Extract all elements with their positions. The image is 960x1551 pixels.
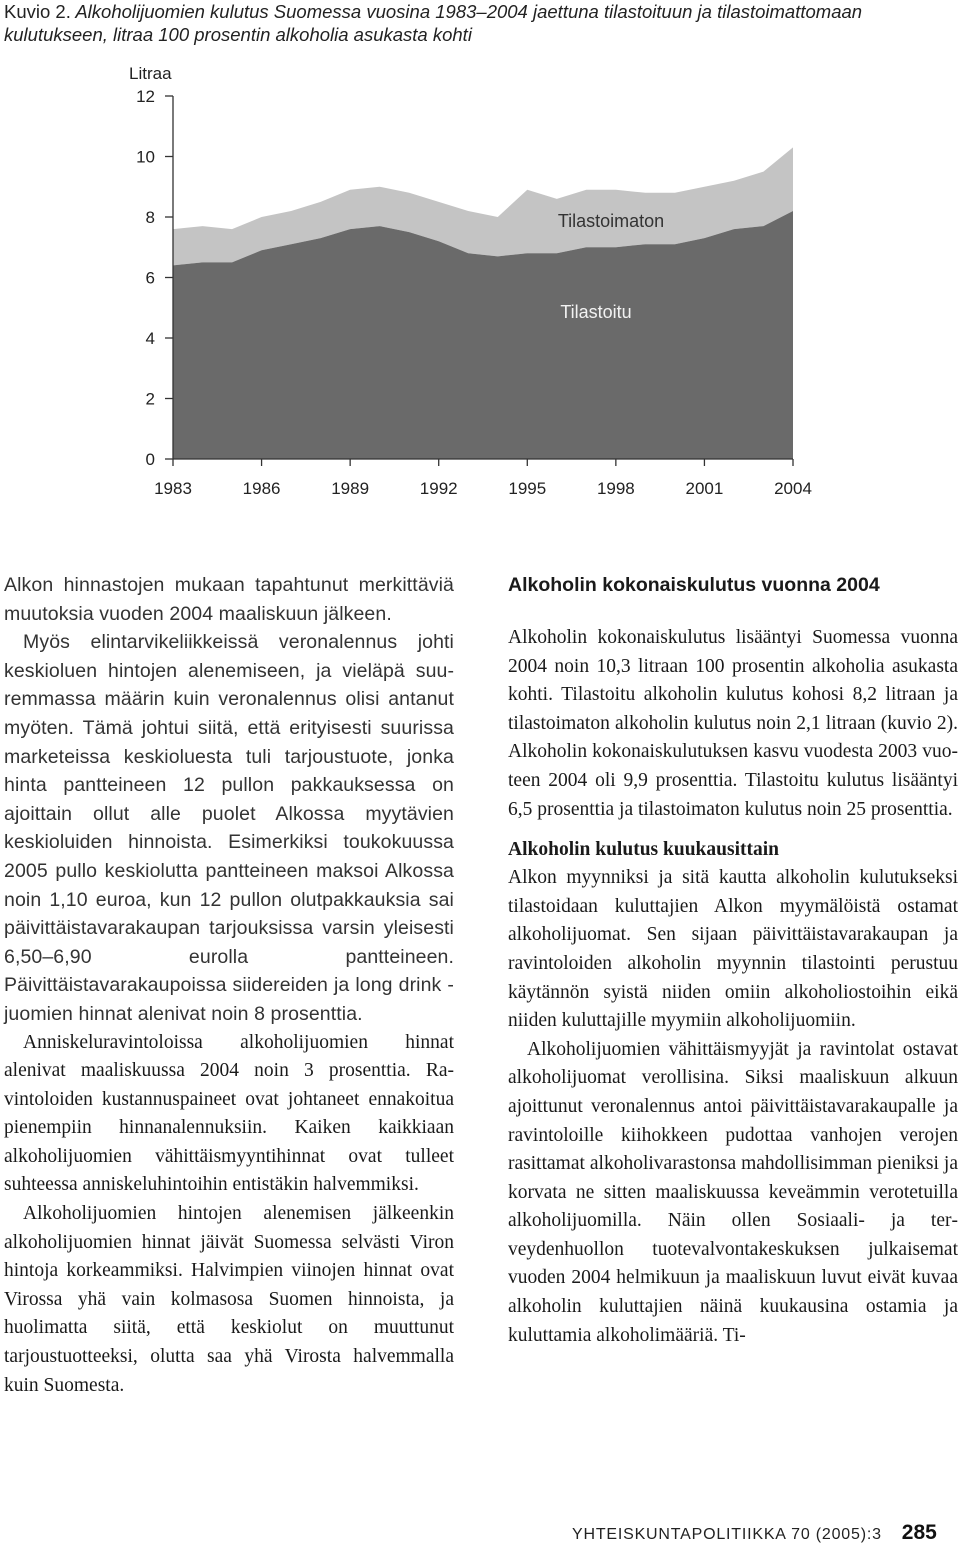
figure-caption-label: Kuvio 2.: [4, 1, 71, 22]
series-label-tilastoimaton: Tilastoimaton: [557, 211, 665, 231]
left-paragraph-1: Alkon hinnastojen mukaan tapahtunut merkittäviä muutoksia vuoden 2004 maaliskuun jälkeen.: [4, 574, 454, 625]
right-paragraph-1: Alkoholin kokonaiskulutus lisääntyi Suomessa vuonna 2004 noin 10,3 litraan 100 prosentin alkoholia asukasta kohti. Tilastoitu alkoholin kulutus kohosi 8,2 litraan ja tilastoimaton alkoholin kulutus noin 2,1 litraan (kuvio 2). Alkoholin kokonaiskulutuksen kasvu vuodesta 2003 vuoteen 2004 oli 9,9 prosenttia. Tilastoitu kulutus lisääntyi 6,5 prosenttia ja tilastoimaton kulutus noin 25 prosenttia.: [508, 627, 958, 820]
right-paragraph-2: Alkon myynniksi ja sitä kautta alkoholin kulutukseksi tilastoidaan kuluttajien Alkon myymälöistä ostamat alkoholijuomat. Sen sijaan päivittäistavarakaupan ja ravintoloiden alkoholin myynnin tilastointi perustuu käytännön syistä niiden omiin alkoholiostoihin eikä niiden kuluttajille myymiin alkoholijuomiin.: [508, 867, 958, 1032]
page-number: 285: [901, 1521, 937, 1544]
figure-caption-text: Alkoholijuomien kulutus Suomessa vuosina 1983–2004 jaettuna tilastoituun ja tilastoimattomaan kulutukseen, litraa 100 prosentin alkoholia asukasta kohti: [4, 1, 863, 45]
y-tick-label: 12: [136, 87, 155, 106]
x-tick-label: 1986: [242, 479, 281, 498]
y-tick-label: 0: [145, 450, 155, 469]
y-tick-label: 2: [145, 389, 155, 409]
x-tick-label: 1998: [596, 479, 635, 498]
y-axis-title: Litraa: [129, 64, 172, 83]
y-tick-label: 6: [145, 268, 155, 288]
left-text-column: [4, 571, 454, 1400]
section-heading-monthly-consumption: Alkoholin kulutus kuukausittain: [508, 839, 779, 861]
x-tick-label: 1992: [419, 479, 458, 498]
right-text-column: [508, 571, 958, 1350]
series-label-tilastoitu: Tilastoitu: [560, 302, 632, 322]
y-tick-label: 10: [136, 147, 155, 167]
y-tick-label: 4: [145, 329, 155, 348]
consumption-area-chart: [0, 0, 960, 520]
journal-name: YHTEISKUNTAPOLITIIKKA 70 (2005):3: [572, 1526, 882, 1543]
y-tick-label: 8: [145, 208, 155, 227]
x-tick-label: 1995: [508, 479, 547, 498]
left-paragraph-3: Anniskeluravintoloissa alkoholijuomien hinnat alenivat maaliskuussa 2004 noin 3 prosenttia. Ravintoloiden kustannuspaineet ovat johtaneet ennakoitua pienempiin hinnanalennuksiin. Kaiken kaikkiaan alkoholijuomien vähittäismyyntihinnat ovat tulleet suhteessa anniskeluhintoihin entistäkin halvemmiksi.: [4, 1031, 454, 1196]
x-tick-label: 2004: [774, 479, 812, 498]
x-tick-label: 2001: [685, 479, 724, 498]
left-paragraph-4: Alkoholijuomien hintojen alenemisen jälkeenkin alkoholijuomien hinnat jäivät Suomessa selvästi Viron hintoja korkeammiksi. Halvimpien viinojen hinnat ovat Virossa yhä vain kolmasosa Suomen hinnoista, ja huolimatta siitä, että keskiolut on muuttunut tarjoustuotteeksi, olutta saa yhä Virosta halvemmalla kuin Suomesta.: [4, 1203, 454, 1396]
x-tick-label: 1989: [331, 479, 370, 498]
right-paragraph-3: Alkoholijuomien vähittäismyyjät ja ravintolat ostavat alkoholijuomat verollisina. Siksi maaliskuun alkuun ajoittunut veronalennus antoi päivittäistavarakaupalle ja ravintoloille kiihokkeen pudottaa vanhojen verojen rasittamat alkoholivarastonsa mahdollisimman pieniksi ja korvata ne sitten maaliskuussa keveämmin verotetuilla alkoholijuomilla. Näin ollen Sosiaali- ja terveydenhuollon tuotevalvontakeskuksen julkaisemat vuoden 2004 helmikuun ja maaliskuun luvut eivät kuvaa alkoholin kuluttajien näinä kuukausina ostamia ja kuluttamia alkoholimääriä. Ti-: [508, 1038, 958, 1346]
page-footer: [572, 1521, 957, 1545]
section-heading-total-consumption: Alkoholin kokonaiskulutus vuonna 2004: [508, 574, 880, 596]
left-paragraph-2: Myös elintarvikeliikkeissä veronalennus johti keskioluen hintojen alenemiseen, ja vieläpä suuremmassa määrin kuin veronalennus olisi antanut myöten. Tämä johtui siitä, että erityisesti suurissa marketeissa keskioluesta tuli tarjoustuote, jonka hinta pantteineen 12 pullon pakkauksessa on ajoittain ollut alle puolet Alkossa myytävien keskioluiden hinnoista. Esimerkiksi toukokuussa 2005 pullo keskiolutta pantteineen maksoi Alkossa noin 1,10 euroa, kun 12 pullon olutpakkauksia sai päivittäistavarakaupan tarjouksissa varsin yleisesti 6,50–6,90 eurolla pantteineen. Päivittäistavarakaupoissa siidereiden ja long drink -juomien hinnat alenivat noin 8 prosenttia.: [4, 631, 454, 1025]
x-tick-label: 1983: [154, 479, 192, 498]
